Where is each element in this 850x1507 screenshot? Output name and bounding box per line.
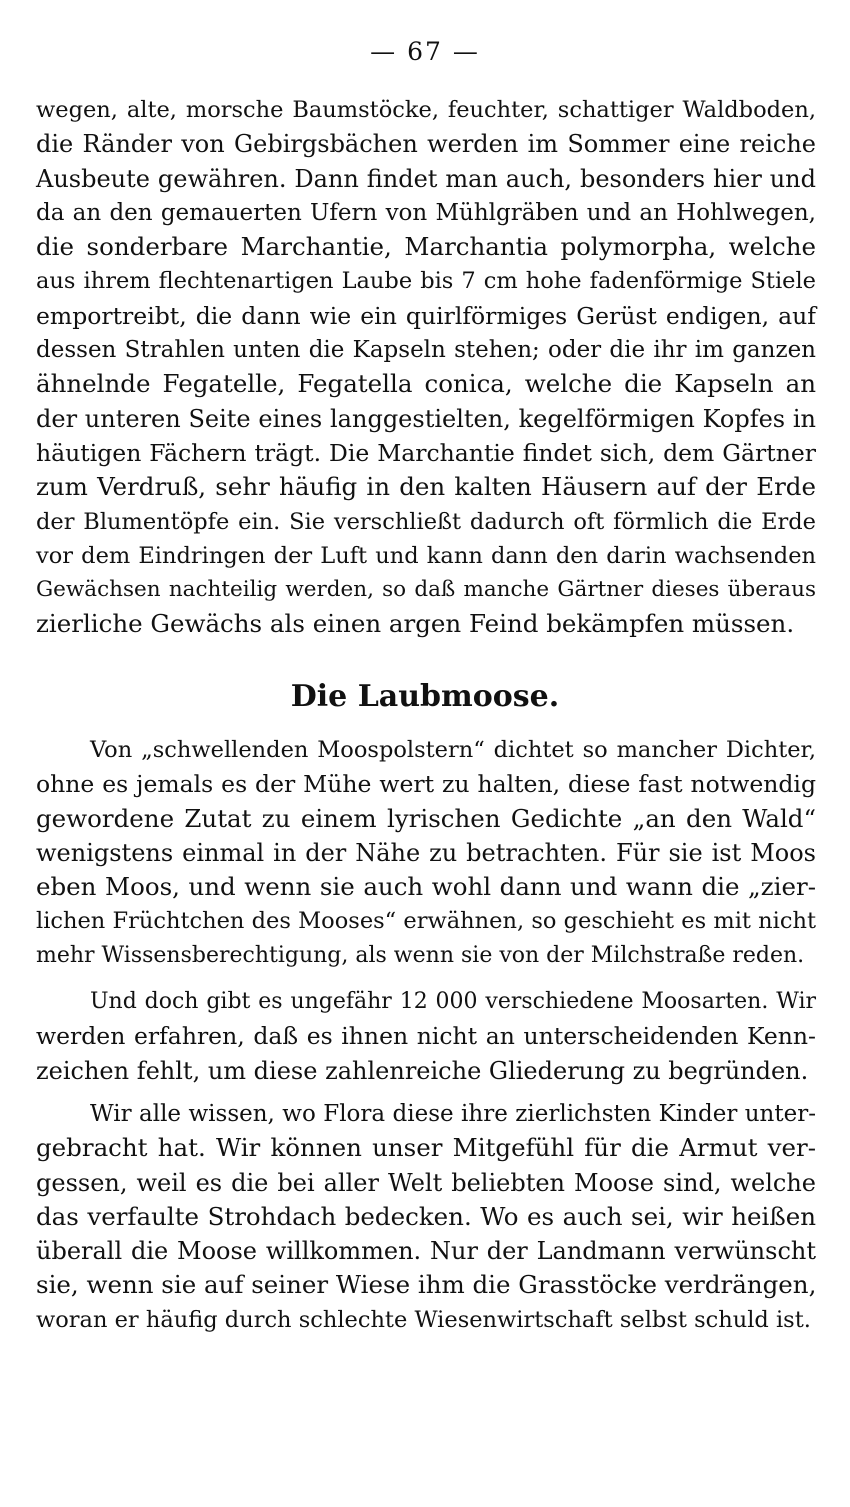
text-line: gessen, weil es die bei aller Welt beliebten Moose sind, welche	[36, 1168, 816, 1197]
text-line: mehr Wissensberechtigung, als wenn sie von der Milchstraße reden.	[36, 942, 805, 968]
text-line: woran er häufig durch schlechte Wiesenwirtschaft selbst schuld ist.	[36, 1306, 811, 1333]
section-heading: Die Laubmoose.	[290, 679, 560, 714]
text-line: ähnelnde Fegatelle, Fegatella conica, welche die Kapseln an	[36, 369, 816, 399]
text-line: wenigstens einmal in der Nähe zu betrachten. Für sie ist Moos	[36, 838, 816, 867]
paragraph-moss-poets	[36, 733, 816, 973]
text-line: gewordene Zutat zu einem lyrischen Gedichte „an den Wald“	[36, 803, 816, 833]
text-line: Von „schwellenden Moospolstern“ dichtet so mancher Dichter,	[90, 737, 816, 763]
text-line: ohne es jemals es der Mühe wert zu halten, diese fast notwendig	[36, 770, 816, 799]
text-line: wegen, alte, morsche Baumstöcke, feuchter, schattiger Waldboden,	[36, 97, 816, 123]
text-line: der Blumentöpfe ein. Sie verschließt dadurch oft förmlich die Erde	[36, 508, 816, 535]
text-line: das verfaulte Strohdach bedecken. Wo es auch sei, wir heißen	[36, 1201, 816, 1231]
text-line: zierliche Gewächs als einen argen Feind bekämpfen müssen.	[36, 609, 795, 639]
text-line: die Ränder von Gebirgsbächen werden im Sommer eine reiche	[36, 130, 816, 159]
text-line: da an den gemauerten Ufern von Mühlgräben und an Hohlwegen,	[36, 199, 816, 226]
text-line: Gewächsen nachteilig werden, so daß manche Gärtner dieses überaus	[36, 577, 816, 603]
text-line: der unteren Seite eines langgestielten, kegelförmigen Kopfes in	[36, 404, 816, 433]
page-number: — 67 —	[370, 37, 480, 66]
text-line: dessen Strahlen unten die Kapseln stehen; oder die ihr im ganzen	[36, 337, 816, 364]
text-line: werden erfahren, daß es ihnen nicht an unterscheidenden Kenn-	[36, 1022, 816, 1051]
text-line: eben Moos, und wenn sie auch wohl dann und wann die „zier-	[36, 872, 816, 902]
paragraph-marchantia	[36, 93, 816, 642]
text-line: sie, wenn sie auf seiner Wiese ihm die Grasstöcke verdrängen,	[36, 1270, 817, 1300]
text-line: vor dem Eindringen der Luft und kann dann den darin wachsenden	[36, 542, 816, 569]
text-line: überall die Moose willkommen. Nur der Landmann verwünscht	[36, 1237, 816, 1266]
text-line: die sonderbare Marchantie, Marchantia polymorpha, welche	[36, 232, 816, 262]
text-line: aus ihrem flechtenartigen Laube bis 7 cm hohe fadenförmige Stiele	[36, 268, 816, 295]
text-line: zum Verdruß, sehr häufig in den kalten Häusern auf der Erde	[36, 472, 816, 502]
text-line: Und doch gibt es ungefähr 12 000 verschiedene Moosarten. Wir	[90, 989, 816, 1014]
text-line: gebracht hat. Wir können unser Mitgefühl für die Armut ver-	[36, 1133, 816, 1163]
text-line: Ausbeute gewähren. Dann findet man auch, besonders hier und	[36, 164, 816, 193]
text-line: zeichen fehlt, um diese zahlenreiche Gliederung zu begründen.	[36, 1056, 809, 1085]
text-line: lichen Früchtchen des Mooses“ erwähnen, so geschieht es mit nicht	[36, 908, 816, 935]
paragraph-moss-species	[36, 985, 816, 1088]
text-line: emportreibt, die dann wie ein quirlförmiges Gerüst endigen, auf	[36, 301, 816, 330]
text-line: Wir alle wissen, wo Flora diese ihre zierlichsten Kinder unter-	[90, 1101, 816, 1127]
text-line: häutigen Fächern trägt. Die Marchantie findet sich, dem Gärtner	[36, 438, 816, 467]
paragraph-flora-children	[36, 1097, 816, 1337]
